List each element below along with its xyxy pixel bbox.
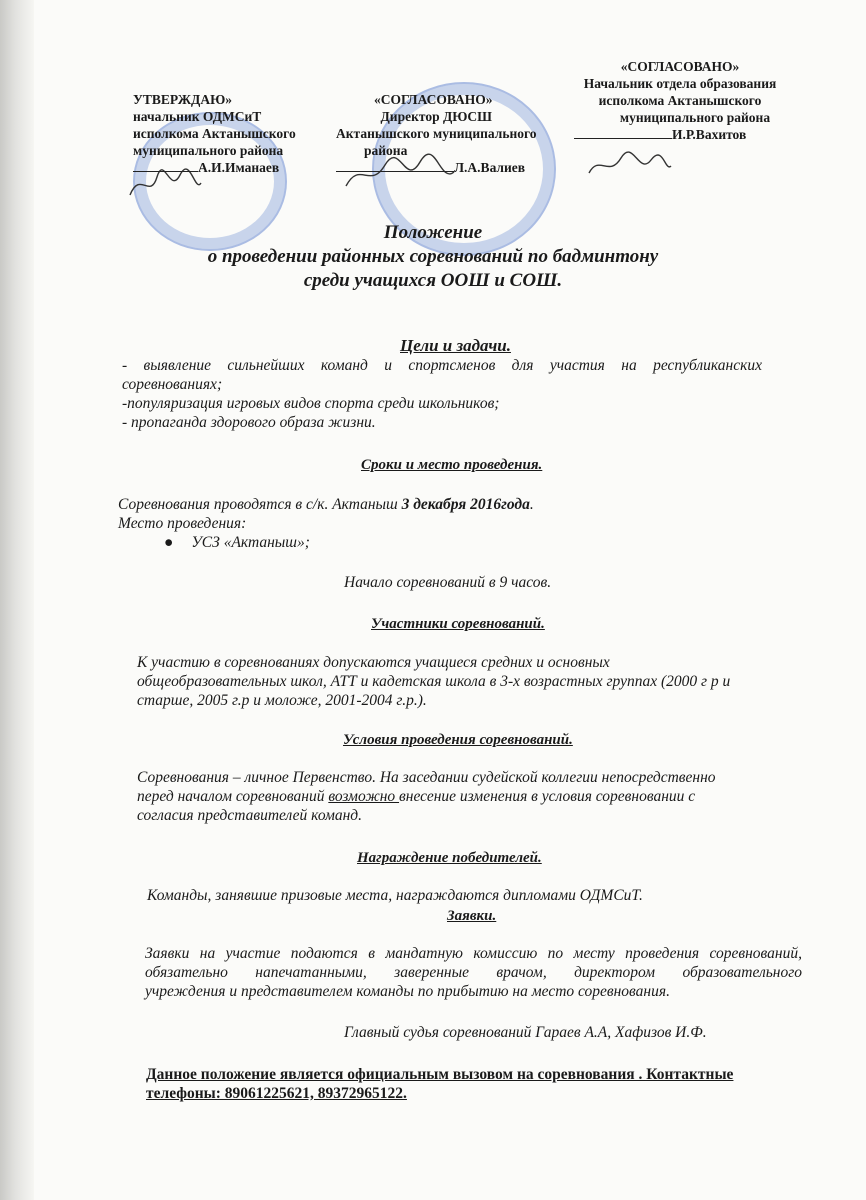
participants-line2: общеобразовательных школ, АТТ и кадетская школа в 3-х возрастных группах (2000 г р и [137, 673, 731, 690]
participants-line3: старше, 2005 г.р и моложе, 2001-2004 г.р.). [137, 692, 427, 709]
goals-text [122, 356, 762, 432]
conditions-line2-suffix: внесение изменения в условия соревновании с [399, 788, 696, 805]
approval-right-line2: Начальник отдела образования [583, 76, 777, 91]
approval-middle-name: Л.А.Валиев [454, 160, 526, 175]
conditions-line2-underlined: возможно [328, 788, 400, 805]
dates-heading: Сроки и место проведения. [361, 457, 543, 473]
applications-heading: Заявки. [447, 908, 497, 924]
goals-line4: - пропаганда здорового образа жизни. [122, 414, 376, 431]
applications-text [145, 944, 802, 1001]
conditions-line3: согласия представителей команд. [137, 807, 363, 824]
approval-left-line2: начальник ОДМСиТ [133, 109, 262, 124]
signature-line [336, 171, 454, 172]
dates-line1-prefix: Соревнования проводятся в с/к. Актаныш [118, 496, 402, 513]
goals-line1: - выявление сильнейших команд и спортсменов для участия на республиканских [122, 357, 762, 374]
dates-line1-date: 3 декабря 2016года [401, 496, 530, 513]
title-line3: среди учащихся ООШ и СОШ. [303, 270, 563, 291]
approval-middle-line4: района [364, 143, 408, 158]
participants-text [137, 653, 730, 710]
approval-middle-line2: Директор ДЮСШ [380, 109, 493, 124]
final-line2: телефоны: 89061225621, 89372965122. [146, 1085, 407, 1102]
dates-line2: Место проведения: [118, 515, 247, 532]
approval-right-line1: «СОГЛАСОВАНО» [620, 59, 740, 74]
chief-judge: Главный судья соревнований Гараев А.А, Хафизов И.Ф. [344, 1024, 707, 1041]
document-title [0, 221, 866, 293]
awards-heading: Награждение победителей. [357, 850, 542, 866]
dates-start: Начало соревнований в 9 часов. [344, 574, 552, 591]
goals-heading: Цели и задачи. [400, 336, 511, 355]
approval-middle-line1: «СОГЛАСОВАНО» [373, 92, 493, 107]
applications-line2: обязательно напечатанными, заверенные врачом, директором образовательного [145, 964, 802, 981]
title-line1: Положение [383, 222, 483, 243]
scan-left-edge [0, 0, 34, 1200]
approval-left-line1: УТВЕРЖДАЮ» [133, 92, 233, 107]
approval-middle [336, 91, 537, 176]
participants-line1: К участию в соревнованиях допускаются учащиеся средних и основных [137, 654, 610, 671]
approval-left [133, 91, 296, 176]
dates-bullet: УСЗ «Актаныш»; [191, 534, 310, 551]
awards-line1: Команды, занявшие призовые места, награждаются дипломами ОДМСиТ. [147, 887, 643, 904]
conditions-line2-prefix: перед началом соревнований [137, 788, 329, 805]
final-notice [146, 1065, 733, 1103]
approval-right-name: И.Р.Вахитов [672, 127, 747, 142]
dates-text [118, 495, 534, 552]
conditions-text [137, 768, 716, 825]
conditions-heading: Условия проведения соревнований. [343, 732, 573, 748]
approval-left-line3: исполкома Актанышского [133, 126, 296, 141]
signature-line [574, 138, 672, 139]
final-line1: Данное положение является официальным вызовом на соревнования . Контактные [146, 1066, 734, 1083]
approval-left-line4: муниципального района [133, 143, 284, 158]
signature-line [133, 171, 198, 172]
participants-heading: Участники соревнований. [371, 616, 545, 632]
bullet-dot: ● [164, 534, 174, 551]
goals-line3: -популяризация игровых видов спорта среди школьников; [122, 395, 500, 412]
signature-right [585, 148, 675, 183]
title-line2: о проведении районных соревнований по бадминтону [207, 246, 659, 267]
dates-line1-suffix: . [529, 496, 534, 513]
approval-right-line3: исполкома Актанышского [598, 93, 762, 108]
applications-line3: учреждения и представителем команды по прибытию на место соревнования. [145, 983, 670, 1000]
conditions-line1: Соревнования – личное Первенство. На заседании судейской коллегии непосредственно [137, 769, 716, 786]
applications-line1: Заявки на участие подаются в мандатную комиссию по месту проведения соревнований, [145, 945, 802, 962]
goals-line2: соревнованиях; [122, 376, 223, 393]
approval-right [566, 58, 794, 143]
approval-left-name: А.И.Иманаев [198, 160, 280, 175]
approval-middle-line3: Актанышского муниципального [336, 126, 537, 141]
approval-right-line4: муниципального района [619, 110, 771, 125]
